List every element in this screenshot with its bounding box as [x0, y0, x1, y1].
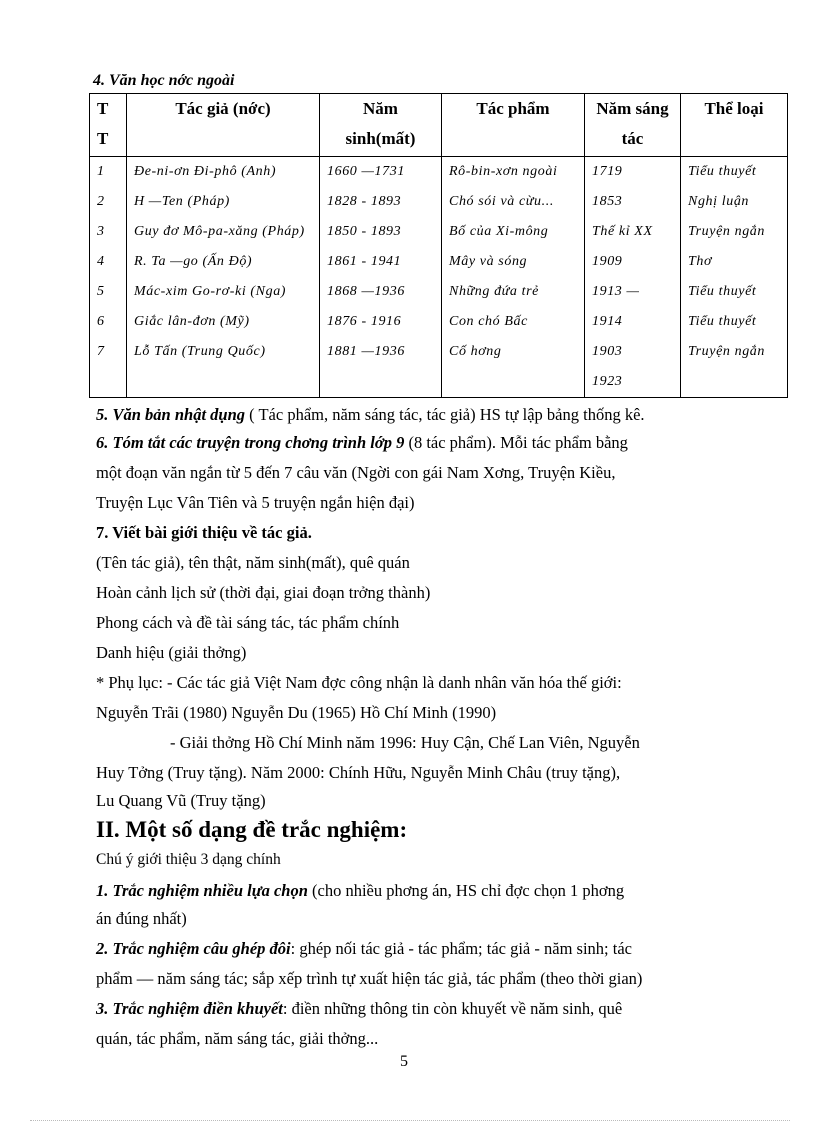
table-cell: 1868 —1936 [327, 284, 405, 299]
column-author [127, 157, 320, 398]
header-tt: T T [90, 94, 127, 157]
table-cell: Rô-bin-xơn ngoài [449, 164, 558, 179]
question-type-1: 1. Trắc nghiệm nhiều lựa chọn (cho nhiều phơng án, HS chỉ đợc chọn 1 phơng [96, 881, 625, 900]
table-cell: Giắc lân-đơn (Mỹ) [134, 314, 250, 329]
table-cell: 1909 [592, 254, 623, 269]
table-cell: Chó sói và cừu... [449, 194, 554, 209]
table-cell: 7 [97, 344, 105, 359]
section2-title: II. Một số dạng đề trắc nghiệm: [96, 817, 408, 842]
table-cell: 1850 - 1893 [327, 224, 402, 239]
appendix-line: - Giải thởng Hồ Chí Minh năm 1996: Huy Cận, Chế Lan Viên, Nguyễn [170, 733, 640, 752]
table-cell: Thế kỉ XX [592, 224, 653, 239]
foreign-literature-table [89, 93, 788, 398]
table-cell: Tiểu thuyết [688, 284, 757, 299]
question-type-2: 2. Trắc nghiệm câu ghép đôi: ghép nối tác giả - tác phẩm; tác giả - năm sinh; tác [96, 939, 632, 958]
column-year [585, 157, 681, 398]
column-genre [681, 157, 788, 398]
header-author: Tác giả (nớc) [127, 94, 320, 157]
table-cell: R. Ta —go (Ấn Độ) [134, 254, 253, 269]
table-cell: 1914 [592, 314, 623, 329]
header-work: Tác phẩm [442, 94, 585, 157]
table-header-row [90, 94, 788, 157]
table-cell: 1719 [592, 164, 623, 179]
paragraph-6: 6. Tóm tắt các truyện trong chơng trình lớp 9 (8 tác phẩm). Mỗi tác phẩm bằng [96, 433, 628, 452]
table-cell: Mây và sóng [449, 254, 528, 269]
table-cell: Nghị luận [688, 194, 750, 209]
header-birth: Năm sinh(mất) [320, 94, 442, 157]
table-cell: Con chó Bấc [449, 314, 528, 329]
table-cell: 1881 —1936 [327, 344, 405, 359]
paragraph-6-line3: Truyện Lục Vân Tiên và 5 truyện ngắn hiện đại) [96, 493, 415, 512]
table-cell: 5 [97, 284, 105, 299]
question-type-3-line2: quán, tác phẩm, năm sáng tác, giải thởng... [96, 1029, 379, 1048]
note-line: Chú ý giới thiệu 3 dạng chính [96, 851, 281, 868]
table-cell: 1828 - 1893 [327, 194, 402, 209]
table-cell: 4 [97, 254, 105, 269]
table-cell: H —Ten (Pháp) [134, 194, 230, 209]
paragraph-7-item: (Tên tác giả), tên thật, năm sinh(mất), quê quán [96, 553, 410, 572]
table-cell: 1 [97, 164, 105, 179]
table-cell: 6 [97, 314, 105, 329]
table-cell: Truyện ngắn [688, 224, 765, 239]
appendix-line: * Phụ lục: - Các tác giả Việt Nam đợc công nhận là danh nhân văn hóa thế giới: [96, 673, 622, 692]
table-cell: Thơ [688, 254, 713, 269]
table-cell: Cố hơng [449, 344, 502, 359]
column-tt [90, 157, 127, 398]
appendix-line: Nguyễn Trãi (1980) Nguyễn Du (1965) Hồ Chí Minh (1990) [96, 703, 497, 722]
table-body-row [90, 157, 788, 398]
table-cell: 1876 - 1916 [327, 314, 402, 329]
table-cell: Mác-xim Go-rơ-ki (Nga) [134, 284, 287, 299]
table-cell: 1913 — [592, 284, 640, 299]
table-cell: 1923 [592, 374, 623, 389]
section4-title: 4. Văn học nớc ngoài [93, 72, 235, 89]
table-cell: Bố của Xi-mông [449, 224, 549, 239]
table-cell: 3 [97, 224, 105, 239]
appendix-line: Huy Tởng (Truy tặng). Năm 2000: Chính Hữu, Nguyễn Minh Châu (truy tặng), [96, 763, 621, 782]
table-cell: Lỗ Tấn (Trung Quốc) [134, 344, 266, 359]
paragraph-6-line2: một đoạn văn ngắn từ 5 đến 7 câu văn (Ngời con gái Nam Xơng, Truyện Kiều, [96, 463, 616, 482]
page-bottom-divider [30, 1120, 790, 1121]
question-type-3: 3. Trắc nghiệm điền khuyết: điền những thông tin còn khuyết về năm sinh, quê [96, 999, 623, 1018]
question-type-1-line2: án đúng nhất) [96, 909, 187, 928]
table-cell: Tiểu thuyết [688, 314, 757, 329]
table-cell: Truyện ngắn [688, 344, 765, 359]
paragraph-7-item: Danh hiệu (giải thởng) [96, 643, 247, 662]
column-work [442, 157, 585, 398]
header-genre: Thể loại [681, 94, 788, 157]
table-cell: 1660 —1731 [327, 164, 405, 179]
paragraph-7-item: Phong cách và đề tài sáng tác, tác phẩm chính [96, 613, 400, 632]
table-cell: 1861 - 1941 [327, 254, 402, 269]
question-type-2-line2: phẩm — năm sáng tác; sắp xếp trình tự xuất hiện tác giả, tác phẩm (theo thời gian) [96, 969, 643, 988]
page-number: 5 [400, 1053, 408, 1070]
table-cell: 1853 [592, 194, 623, 209]
paragraph-7-item: Hoàn cảnh lịch sử (thời đại, giai đoạn trởng thành) [96, 583, 431, 602]
paragraph-7-title: 7. Viết bài giới thiệu về tác giả. [96, 523, 312, 542]
table-cell: Đe-ni-ơn Đi-phô (Anh) [134, 164, 277, 179]
table-cell: Guy đơ Mô-pa-xăng (Pháp) [134, 224, 305, 239]
appendix-line: Lu Quang Vũ (Truy tặng) [96, 791, 266, 810]
table-cell: 2 [97, 194, 105, 209]
paragraph-5: 5. Văn bản nhật dụng ( Tác phẩm, năm sáng tác, tác giả) HS tự lập bảng thống kê. [96, 405, 645, 424]
header-year: Năm sáng tác [585, 94, 681, 157]
table-cell: Những đứa trẻ [449, 284, 539, 299]
table-cell: Tiểu thuyết [688, 164, 757, 179]
table-cell: 1903 [592, 344, 623, 359]
column-birth [320, 157, 442, 398]
